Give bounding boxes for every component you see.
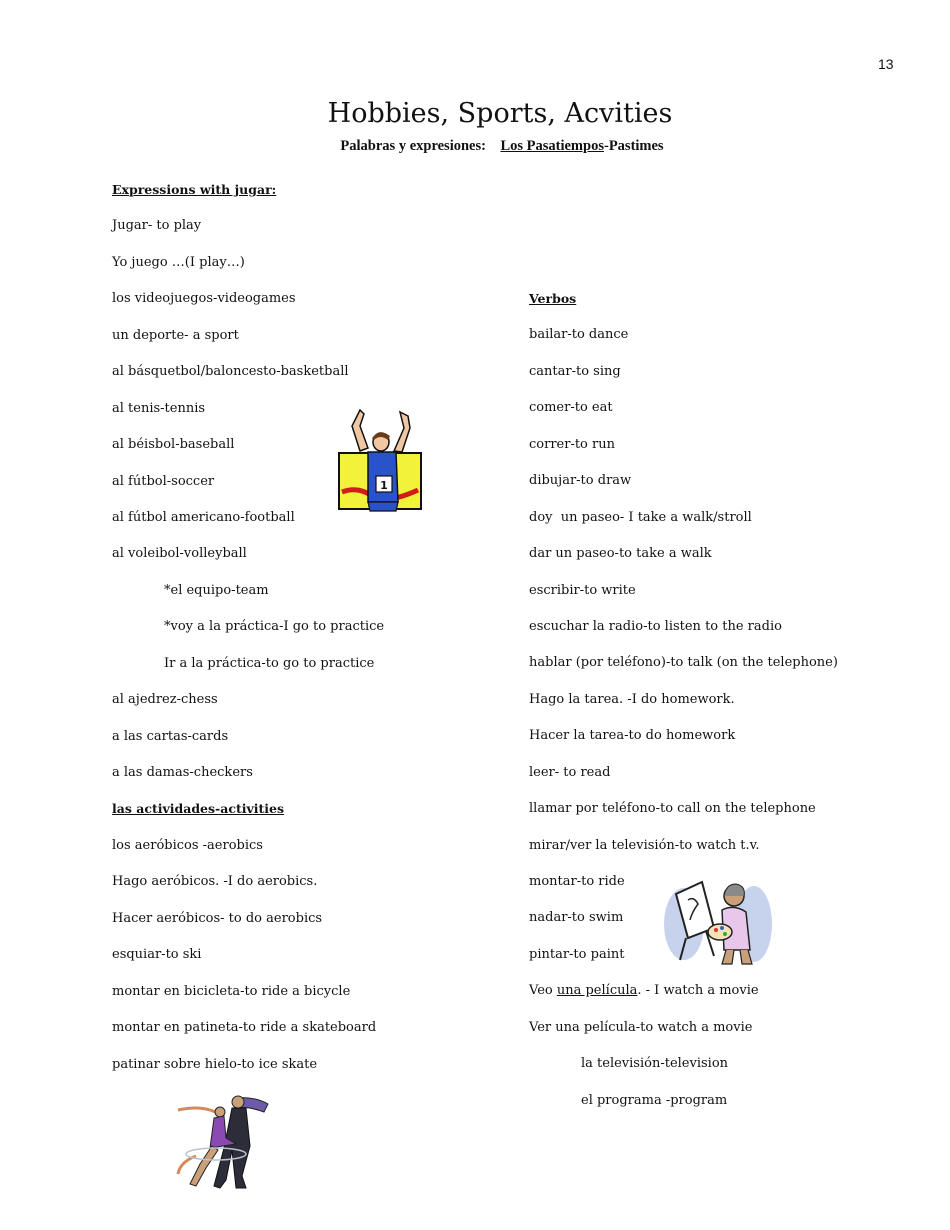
vocab-item: a las cartas-cards (112, 728, 229, 744)
vocab-item: al fútbol-soccer (112, 473, 215, 489)
veo-suffix: . - I watch a movie (637, 983, 759, 999)
verb-item: Ver una película-to watch a movie (529, 1019, 753, 1035)
activity-item: Hacer aeróbicos- to do aerobics (112, 910, 323, 926)
bib-number: 1 (380, 479, 388, 492)
activity-item: montar en patineta-to ride a skateboard (112, 1020, 377, 1036)
verb-item: doy un paseo- I take a walk/stroll (529, 509, 752, 525)
page-title: Hobbies, Sports, Acvities (327, 98, 673, 129)
vocab-subitem: Ir a la práctica-to go to practice (164, 655, 375, 671)
verb-item: Hago la tarea. -I do homework. (529, 691, 735, 707)
verb-item: bailar-to dance (529, 327, 629, 343)
vocab-item: al voleibol-volleyball (112, 546, 247, 562)
vocab-subitem: *el equipo-team (164, 582, 269, 598)
painter-illustration (662, 876, 774, 968)
verb-item: cantar-to sing (529, 363, 621, 379)
verb-item: dar un paseo-to take a walk (529, 546, 712, 562)
vocab-item: Jugar- to play (112, 218, 202, 234)
vocab-item: al fútbol americano-football (112, 509, 295, 525)
page-subtitle (0, 138, 950, 155)
verb-item: Hacer la tarea-to do homework (529, 728, 736, 744)
subtitle-prefix: Palabras y expresiones: (340, 138, 486, 154)
activity-item: montar en bicicleta-to ride a bicycle (112, 983, 351, 999)
subtitle-suffix: -Pastimes (603, 138, 664, 154)
verb-item: correr-to run (529, 436, 615, 452)
vocab-item: un deporte- a sport (112, 327, 239, 343)
verb-subitem: la televisión-television (581, 1056, 729, 1072)
activity-item: los aeróbicos -aerobics (112, 837, 263, 853)
verb-item: nadar-to swim (529, 910, 624, 926)
verb-item: pintar-to paint (529, 946, 625, 962)
activity-item: esquiar-to ski (112, 947, 202, 963)
vocab-subitem: *voy a la práctica-I go to practice (164, 619, 385, 635)
verb-item: comer-to eat (529, 400, 613, 416)
activity-item: patinar sobre hielo-to ice skate (112, 1056, 318, 1072)
runner-clipart (338, 406, 422, 512)
verb-item: dibujar-to draw (529, 473, 632, 489)
painter-clipart (662, 876, 774, 968)
left-column (112, 182, 472, 1093)
jugar-heading: Expressions with jugar: (112, 182, 277, 197)
verb-item: leer- to read (529, 764, 611, 780)
vocab-item: al básquetbol/baloncesto-basketball (112, 364, 349, 380)
veo-underlined: una película (556, 983, 638, 999)
page-number: 13 (878, 56, 894, 72)
verb-item: montar-to ride (529, 874, 625, 889)
verbos-heading: Verbos (529, 291, 577, 306)
veo-line (529, 983, 929, 1019)
runner-illustration (338, 406, 422, 512)
verb-item: llamar por teléfono-to call on the telephone (529, 801, 816, 817)
right-column (529, 291, 929, 1129)
verb-item: mirar/ver la televisión-to watch t.v. (529, 837, 760, 853)
subtitle-underlined: Los Pasatiempos (500, 138, 604, 154)
skaters-clipart (176, 1090, 272, 1194)
verb-subitem: el programa -program (581, 1092, 728, 1108)
vocab-item: al béisbol-baseball (112, 437, 235, 453)
veo-prefix: Veo (529, 983, 557, 999)
vocab-item: al tenis-tennis (112, 400, 206, 416)
verb-item: escribir-to write (529, 582, 636, 598)
vocab-item: los videojuegos-videogames (112, 291, 296, 307)
activities-heading: las actividades-activities (112, 801, 284, 817)
verb-item: escuchar la radio-to listen to the radio (529, 618, 782, 634)
skaters-illustration (176, 1090, 272, 1194)
vocab-item: Yo juego …(I play…) (112, 254, 245, 270)
activity-item: Hago aeróbicos. -I do aerobics. (112, 874, 318, 890)
vocab-item: al ajedrez-chess (112, 692, 218, 708)
vocab-item: a las damas-checkers (112, 765, 253, 780)
verb-item: hablar (por teléfono)-to talk (on the telephone) (529, 655, 838, 671)
